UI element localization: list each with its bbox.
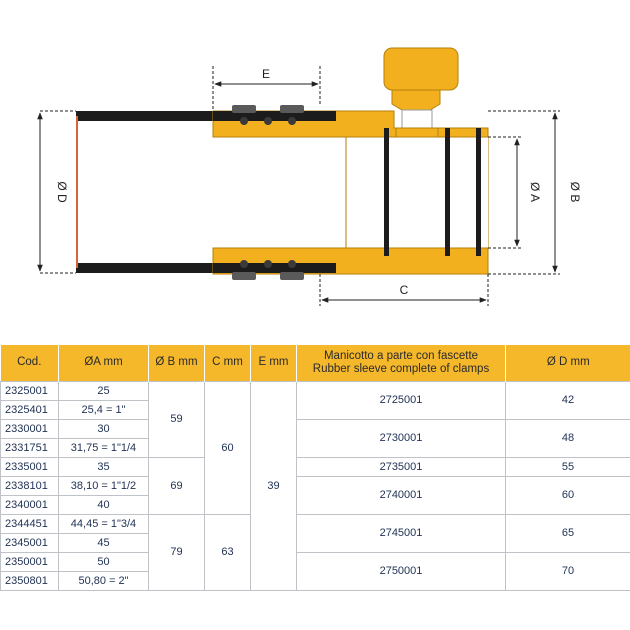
cell-sleeve: 2740001 — [297, 477, 506, 515]
table-row — [1, 382, 630, 401]
cell-code: 2350801 — [1, 572, 59, 591]
cell-d: 48 — [506, 420, 630, 458]
cell-code: 2325001 — [1, 382, 59, 401]
header-cod: Cod. — [1, 345, 59, 382]
cell-a: 50 — [59, 553, 149, 572]
cell-c: 60 — [205, 382, 251, 515]
header-b: Ø B mm — [149, 345, 205, 382]
cell-code: 2325401 — [1, 401, 59, 420]
cell-sleeve: 2735001 — [297, 458, 506, 477]
table-row — [1, 458, 630, 477]
cell-sleeve: 2750001 — [297, 553, 506, 591]
cell-b: 79 — [149, 515, 205, 591]
cell-code: 2350001 — [1, 553, 59, 572]
header-e: E mm — [251, 345, 297, 382]
cell-c: 63 — [205, 515, 251, 591]
cell-code: 2338101 — [1, 477, 59, 496]
label-b: Ø B — [568, 181, 582, 203]
cell-d: 55 — [506, 458, 630, 477]
label-d: Ø D — [55, 181, 69, 203]
cell-code: 2345001 — [1, 534, 59, 553]
cell-d: 42 — [506, 382, 630, 420]
table-row — [1, 420, 630, 439]
pipe-top-wall-in-socket — [213, 111, 336, 121]
cell-a: 44,45 = 1"3/4 — [59, 515, 149, 534]
cell-code: 2331751 — [1, 439, 59, 458]
cell-d: 60 — [506, 477, 630, 515]
table-header-row — [1, 345, 630, 382]
label-e: E — [261, 67, 271, 81]
header-sleeve-it: Manicotto a parte con fascette — [323, 349, 479, 362]
cell-b: 59 — [149, 382, 205, 458]
label-c: C — [399, 283, 409, 297]
cell-a: 25,4 = 1" — [59, 401, 149, 420]
valve-cap — [384, 48, 458, 137]
table-row — [1, 515, 630, 534]
cell-sleeve: 2725001 — [297, 382, 506, 420]
label-a: Ø A — [528, 181, 542, 203]
cell-sleeve: 2745001 — [297, 515, 506, 553]
header-c: C mm — [205, 345, 251, 382]
pipe-bottom-wall-in-socket — [213, 263, 336, 273]
cell-code: 2330001 — [1, 420, 59, 439]
cell-a: 31,75 = 1"1/4 — [59, 439, 149, 458]
cell-d: 70 — [506, 553, 630, 591]
cell-code: 2344451 — [1, 515, 59, 534]
cell-a: 35 — [59, 458, 149, 477]
fitting-bore — [346, 137, 488, 248]
cell-a: 40 — [59, 496, 149, 515]
cell-a: 45 — [59, 534, 149, 553]
table-row — [1, 477, 630, 496]
header-d: Ø D mm — [506, 345, 630, 382]
cell-code: 2340001 — [1, 496, 59, 515]
cell-code: 2335001 — [1, 458, 59, 477]
cell-e: 39 — [251, 382, 297, 591]
spec-table — [0, 345, 630, 591]
cell-b: 69 — [149, 458, 205, 515]
cell-a: 25 — [59, 382, 149, 401]
cell-a: 50,80 = 2" — [59, 572, 149, 591]
cell-a: 30 — [59, 420, 149, 439]
cell-sleeve: 2730001 — [297, 420, 506, 458]
cell-a: 38,10 = 1"1/2 — [59, 477, 149, 496]
header-a: ØA mm — [59, 345, 149, 382]
header-sleeve-en: Rubber sleeve complete of clamps — [312, 363, 490, 375]
table-row — [1, 553, 630, 572]
header-sleeve — [297, 345, 506, 382]
cell-d: 65 — [506, 515, 630, 553]
